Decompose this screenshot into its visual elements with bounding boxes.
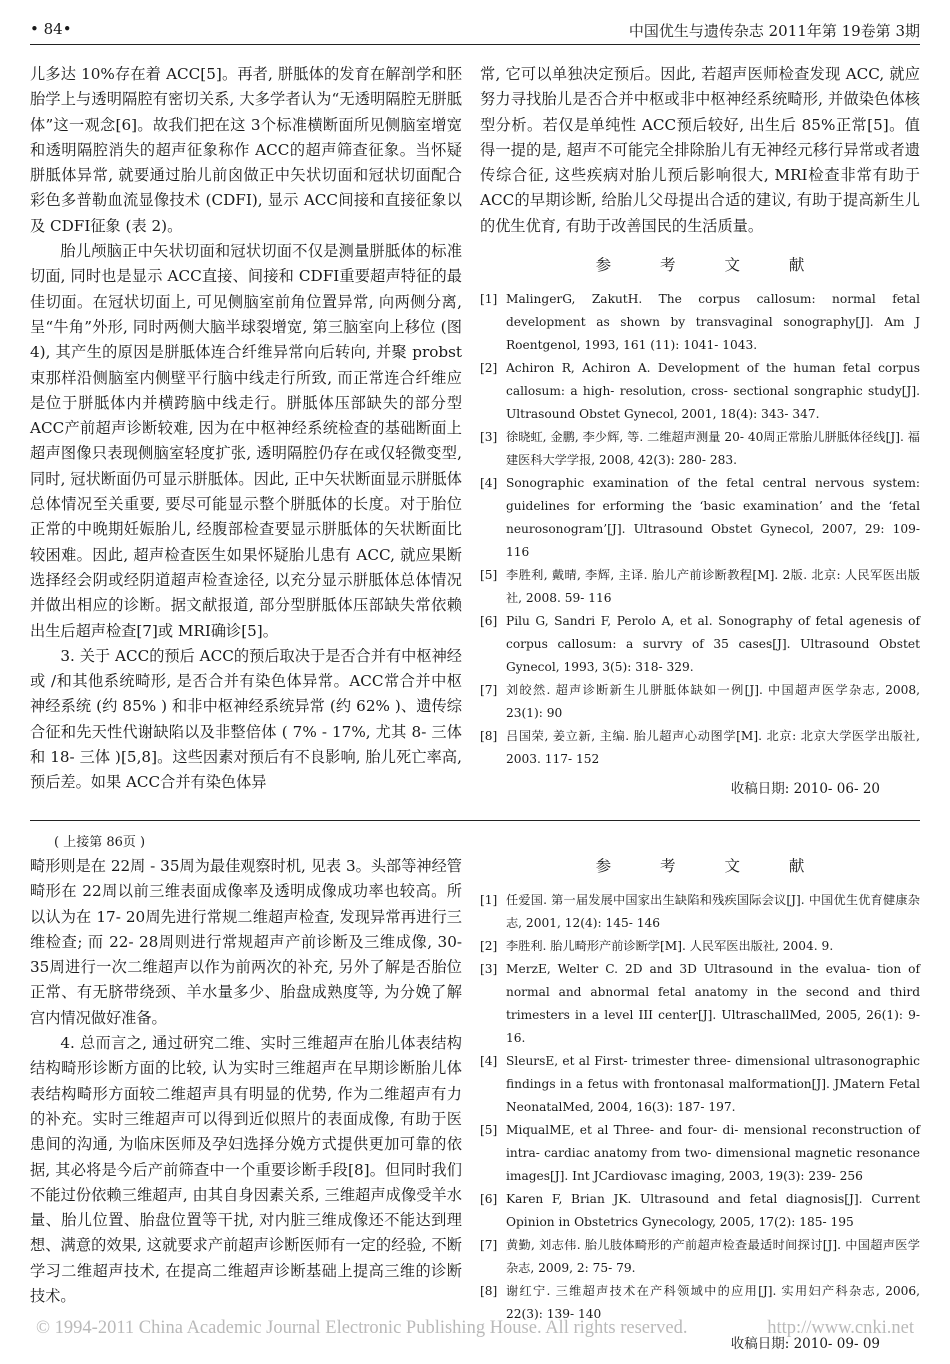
page-number: • 84• (30, 20, 72, 38)
journal-info: 中国优生与遗传杂志 2011年第 19卷第 3期 (628, 22, 920, 40)
reference-item: [7] 刘皎然. 超声诊断新生儿胼胝体缺如一例[J]. 中国超声医学杂志, 2008, 23(1): 90 (480, 683, 920, 721)
reference-item: [1] 任爱国. 第一届发展中国家出生缺陷和残疾国际会议[J]. 中国优生优育健康杂志, 2001, 12(4): 145- 146 (480, 893, 920, 931)
reference-item: [8] 吕国荣, 姜立新, 主编. 胎儿超声心动图学[M]. 北京: 北京大学医学出版社, 2003. 117- 152 (480, 729, 920, 767)
reference-item: [4] Sonographic examination of the fetal central nervous system: guidelines for erforming the ‘basic examination’ and the ‘fetal neurosonogram’[J]. Ultrasound Obstet Gynecol, 2007, 29: 109- 116 (480, 476, 920, 560)
reference-item: [4] SleursE, et al First- trimester three- dimensional ultrasonographic findings in a fetus with frontonasal malformation[J]. JMatern Fetal NeonatalMed, 2004, 16(3): 187- 197. (480, 1054, 920, 1115)
body-paragraph: 常, 它可以单独决定预后。因此, 若超声医师检查发现 ACC, 就应努力寻找胎儿是否合并中枢或非中枢神经系统畸形, 并做染色体核型分析。若仅是单纯性 ACC预后较好, 出生后 85%正常[5]。值得一提的是, 超声不可能完全排除胎儿有无神经元移行异常或者遗传综合征, 这些疾病对胎儿预后影响很大, MRI检查非常有助于 ACC的早期诊断, 给胎儿父母提出合适的建议, 有助于提高新生儿的优生优育, 有助于改善国民的生活质量。 (480, 65, 920, 235)
copyright-text: © 1994-2011 China Academic Journal Electronic Publishing House. All rights reserved. (36, 1318, 688, 1338)
reference-list (480, 288, 920, 771)
reference-item: [8] 谢红宁. 三维超声技术在产科领域中的应用[J]. 实用妇产科杂志, 2006, 22(3): 139- 140 (480, 1284, 920, 1322)
reference-item: [5] 李胜利, 戴晴, 李辉, 主译. 胎儿产前诊断教程[M]. 2版. 北京: 人民军医出版社, 2008. 59- 116 (480, 568, 920, 606)
references-heading: 参 考 文 献 (595, 256, 827, 275)
reference-item: [7] 黄勤, 刘志伟. 胎儿肢体畸形的产前超声检查最适时间探讨[J]. 中国超声医学杂志, 2009, 2: 75- 79. (480, 1238, 920, 1276)
reference-item: [2] 李胜利. 胎儿畸形产前诊断学[M]. 人民军医出版社, 2004. 9. (480, 939, 834, 954)
body-paragraph: 儿多达 10%存在着 ACC[5]。再者, 胼胝体的发育在解剖学和胚胎学上与透明隔腔有密切关系, 大多学者认为“无透明隔腔无胼胝体”这一观念[6]。故我们把在这 3个标准横断面所见侧脑室增宽和透明隔腔消失的超声征象称作 ACC的超声筛查征象。当怀疑胼胝体异常, 就要通过胎儿前囟做正中矢状切面和冠状切面配合彩色多普勒血流显像技术 (CDFI), 显示 ACC间接和直接征象以及 CDFI征象 (表 2)。 (30, 65, 462, 235)
page-header (30, 14, 920, 45)
body-paragraph: 4. 总而言之, 通过研究二维、实时三维超声在胎儿体表结构结构畸形诊断方面的比较, 认为实时三维超声在早期诊断胎儿体表结构畸形方面较二维超声具有明显的优势, 作为二维超声有力的补充。实时三维超声可以得到近似照片的表面成像, 有助于医患间的沟通, 为临床医师及孕妇选择分娩方式提供更加可靠的依据, 其必将是今后产前筛查中一个重要诊断手段[8]。但同时我们不能过份依赖三维超声, 由其自身因素关系, 三维超声成像受羊水量、胎儿位置、胎盘位置等干扰, 对内脏三维成像还不能达到理想、满意的效果, 这就要求产前超声诊断医师有一定的经验, 不断学习二维超声技术, 在提高二维超声诊断基础上提高三维的诊断技术。 (30, 1034, 462, 1306)
reference-item: [6] Pilu G, Sandri F, Perolo A, et al. Sonography of fetal agenesis of corpus callosum: a survry of 35 cases[J]. Ultrasound Obstet Gynecol, 1993, 3(5): 318- 329. (480, 614, 920, 675)
lower-right-column (480, 840, 920, 1358)
reference-list (480, 889, 920, 1326)
continued-note: ( 上接第 86页 ) (54, 835, 146, 850)
lower-left-column (30, 832, 462, 1309)
reference-item: [3] 徐晓虹, 金鹏, 李少辉, 等. 二维超声测量 20- 40周正常胎儿胼胝体径线[J]. 福建医科大学学报, 2008, 42(3): 280- 283. (480, 430, 920, 468)
reference-item: [3] MerzE, Welter C. 2D and 3D Ultrasound in the evalua- tion of normal and abnormal fetal anatomy in the second and third trimesters in a level III center[J]. UltraschallMed, 2005, 26(1): 9- 16. (480, 962, 920, 1046)
body-paragraph: 3. 关于 ACC的预后 ACC的预后取决于是否合并有中枢神经或 /和其他系统畸形, 是否合并有染色体异常。ACC常合并中枢神经系统 (约 85% ) 和非中枢神经系统异常 (约 62% )、遗传综合征和先天性代谢缺陷以及非整倍体 ( 7% - 17%, 尤其 8- 三体和 18- 三体 )[5,8]。这些因素对预后有不良影响, 胎儿死亡率高, 预后差。如果 ACC合并有染色体异 (30, 646, 462, 792)
upper-right-column (480, 62, 920, 803)
upper-left-column (30, 62, 462, 796)
references-heading: 参 考 文 献 (595, 857, 827, 875)
received-date: 收稿日期: 2010- 06- 20 (730, 781, 880, 798)
reference-item: [2] Achiron R, Achiron A. Development of the human fetal corpus callosum: a high- resolution, cross- sectional songraphic study[J]. Ultrasound Obstet Gynecol, 2001, 18(4): 343- 347. (480, 361, 920, 422)
body-paragraph: 胎儿颅脑正中矢状切面和冠状切面不仅是测量胼胝体的标准切面, 同时也是显示 ACC直接、间接和 CDFI重要超声特征的最佳切面。在冠状切面上, 可见侧脑室前角位置异常, 向两侧分离, 呈“牛角”外形, 同时两侧大脑半球裂增宽, 第三脑室向上移位 (图 4), 其产生的原因是胼胝体连合纤维异常向后转向, 并聚 probst束那样沿侧脑室内侧壁平行脑中线走行所致, 而正常连合纤维应是位于胼胝体内并横跨脑中线走行。胼胝体压部缺失的部分型 ACC产前超声诊断较难, 因为在中枢神经系统检查的基础断面上超声图像只表现侧脑室轻度扩张, 透明隔腔仍存在或仅轻微变型, 同时, 冠状断面仍可显示胼胝体。因此, 正中矢状断面显示胼胝体总体情况至关重要, 要尽可能显示整个胼胝体的长度。对于胎位正常的中晚期妊娠胎儿, 经腹部检查要显示胼胝体的矢状断面比较困难。因此, 超声检查医生如果怀疑胎儿患有 ACC, 就应果断选择经会阴或经阴道超声检查途径, 以充分显示胼胝体总体情况并做出相应的诊断。据文献报道, 部分型胼胝体压部缺失常依赖出生后超声检查[7]或 MRI确诊[5]。 (30, 242, 462, 640)
reference-item: [5] MiqualME, et al Three- and four- di- mensional reconstruction of intra- cardiac anatomy from two- dimensional magnetic resonance images[J]. Int JCardiovasc imaging, 2003, 19(3): 239- 256 (480, 1123, 920, 1184)
reference-item: [1] MalingerG, ZakutH. The corpus callosum: normal fetal development as shown by transvaginal sonography[J]. Am J Roentgenol, 1993, 161 (11): 1041- 1043. (480, 292, 920, 353)
footer-url[interactable]: http://www.cnki.net (767, 1318, 914, 1338)
received-date: 收稿日期: 2010- 09- 09 (730, 1336, 880, 1353)
reference-item: [6] Karen F, Brian JK. Ultrasound and fetal diagnosis[J]. Current Opinion in Obstetrics Gynecology, 2005, 17(2): 185- 195 (480, 1192, 920, 1230)
copyright-footer (36, 1318, 914, 1339)
body-paragraph: 畸形则是在 22周 - 35周为最佳观察时机, 见表 3。头部等神经管畸形在 22周以前三维表面成像率及透明成像成功率也较高。所以认为在 17- 20周先进行常规二维超声检查, 发现异常再进行三维检查; 而 22- 28周则进行常规超声产前诊断及三维成像, 30- 35周进行一次二维超声以作为前两次的补充, 另外了解是否胎位正常、有无脐带绕颈、羊水量多少、胎盘成熟度等, 为分娩了解宫内情况做好准备。 (30, 857, 462, 1027)
article-separator (30, 820, 920, 821)
